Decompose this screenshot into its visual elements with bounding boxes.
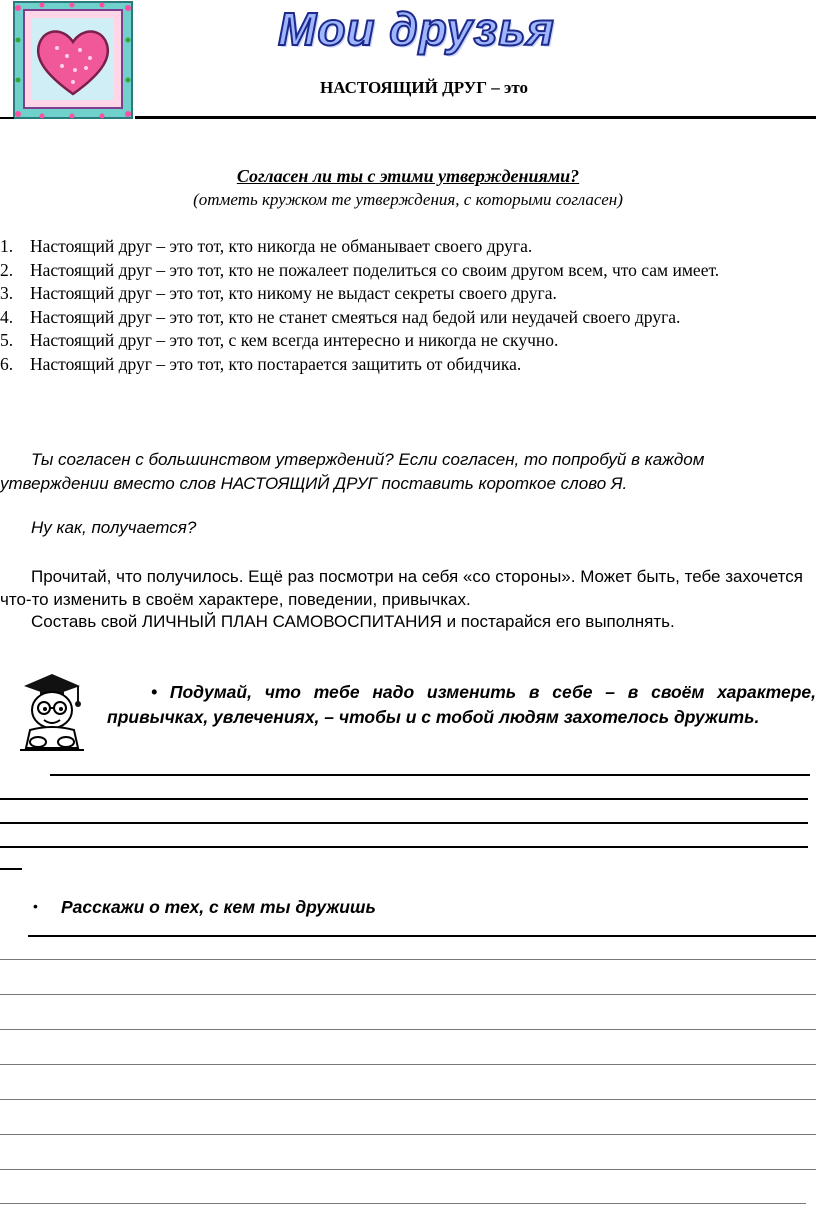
header-rule — [135, 116, 816, 119]
header-rule-left — [0, 117, 14, 119]
answer-line[interactable] — [0, 798, 808, 800]
instruction-paragraph-4: Составь свой ЛИЧНЫЙ ПЛАН САМОВОСПИТАНИЯ и постарайся его выполнять. — [31, 612, 675, 631]
header-subtitle: НАСТОЯЩИЙ ДРУГ – это — [320, 78, 528, 97]
heart-frame-clipart — [12, 0, 134, 122]
page-title-wordart: Мои друзья — [278, 3, 555, 55]
statement-item[interactable]: 4. Настоящий друг – это тот, кто не станет смеяться над бедой или неудачей своего друга. — [0, 306, 681, 327]
answer-line[interactable] — [0, 959, 816, 960]
instruction-paragraph-1: Ты согласен с большинством утверждений? Если согласен, то попробуй в каждом утверждении вместо слов НАСТОЯЩИЙ ДРУГ поставить короткое слово Я. — [0, 450, 705, 493]
statement-item[interactable]: 6. Настоящий друг – это тот, кто постарается защитить от обидчика. — [0, 353, 522, 374]
statement-item[interactable]: 5. Настоящий друг – это тот, с кем всегда интересно и никогда не скучно. — [0, 330, 559, 350]
task-tell-friends: Расскажи о тех, с кем ты дружишь — [61, 897, 376, 917]
answer-line[interactable] — [50, 774, 810, 776]
question-subtitle: (отметь кружком те утверждения, с которыми согласен) — [193, 190, 623, 209]
answer-line[interactable] — [0, 1134, 816, 1135]
instruction-paragraph-3: Прочитай, что получилось. Ещё раз посмотри на себя «со стороны». Может быть, тебе захочется что-то изменить в своём характере, поведении, привычках. — [0, 567, 803, 609]
answer-line[interactable] — [0, 868, 22, 870]
answer-line[interactable] — [0, 846, 808, 848]
task-think-change: • Подумай, что тебе надо изменить в себе – в своём характере, привычках, увлечениях, – чтобы и с тобой людям захотелось дружить. — [107, 682, 816, 727]
question-title: Согласен ли ты с этими утверждениями? — [236, 166, 580, 186]
statements-list — [0, 235, 816, 376]
statement-item[interactable]: 3. Настоящий друг – это тот, кто никому не выдаст секреты своего друга. — [0, 283, 557, 303]
answer-line[interactable] — [28, 935, 816, 937]
answer-line[interactable] — [0, 994, 816, 995]
bullet-icon: • — [33, 898, 38, 914]
student-clipart — [16, 668, 88, 754]
answer-line[interactable] — [0, 1029, 816, 1030]
answer-line[interactable] — [0, 1203, 806, 1204]
statement-item[interactable]: 1. Настоящий друг – это тот, кто никогда не обманывает своего друга. — [0, 236, 533, 256]
answer-line[interactable] — [0, 822, 808, 824]
statement-item[interactable]: 2. Настоящий друг – это тот, кто не пожалеет поделиться со своим другом всем, что сам имеет. — [0, 259, 720, 280]
instruction-paragraph-2: Ну как, получается? — [31, 518, 197, 537]
answer-line[interactable] — [0, 1064, 816, 1065]
answer-line[interactable] — [0, 1169, 816, 1170]
answer-line[interactable] — [0, 1099, 816, 1100]
